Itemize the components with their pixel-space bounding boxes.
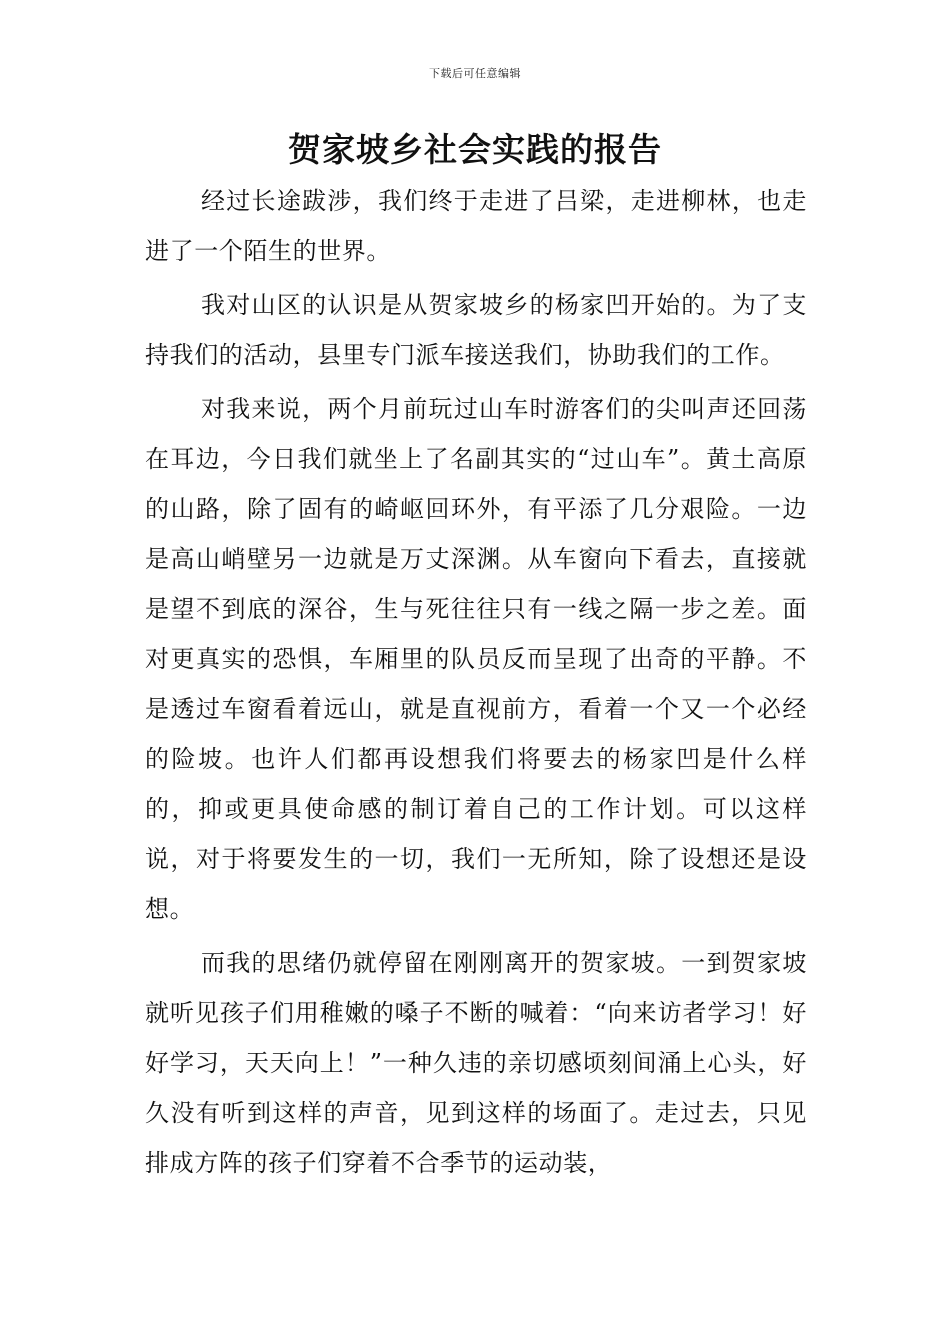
document-title: 贺家坡乡社会实践的报告 (288, 130, 662, 169)
paragraph-4: 而我的思绪仍就停留在刚刚离开的贺家坡。一到贺家坡就听见孩子们用稚嫩的嗓子不断的喊着：“向来访者学习！好好学习，天天向上！”一种久违的亲切感顷刻间涌上心头，好久没有听到这样的声音，见到这样的场面了。走过去，只见排成方阵的孩子们穿着不合季节的运动装， (145, 949, 807, 1177)
paragraph-1: 经过长途跋涉，我们终于走进了吕梁，走进柳林，也走进了一个陌生的世界。 (145, 187, 807, 265)
document-body (145, 176, 807, 1192)
paragraph-2: 我对山区的认识是从贺家坡乡的杨家凹开始的。为了支持我们的活动，县里专门派车接送我们，协助我们的工作。 (145, 291, 807, 369)
paragraph-3: 对我来说，两个月前玩过山车时游客们的尖叫声还回荡在耳边，今日我们就坐上了名副其实的“过山车”。黄土高原的山路，除了固有的崎岖回环外，有平添了几分艰险。一边是高山峭壁另一边就是万丈深渊。从车窗向下看去，直接就是望不到底的深谷，生与死往往只有一线之隔一步之差。面对更真实的恐惧，车厢里的队员反而呈现了出奇的平静。不是透过车窗看着远山，就是直视前方，看着一个又一个必经的险坡。也许人们都再设想我们将要去的杨家凹是什么样的，抑或更具使命感的制订着自己的工作计划。可以这样说，对于将要发生的一切，我们一无所知，除了设想还是设想。 (145, 395, 807, 923)
header-note: 下载后可任意编辑 (429, 67, 521, 80)
